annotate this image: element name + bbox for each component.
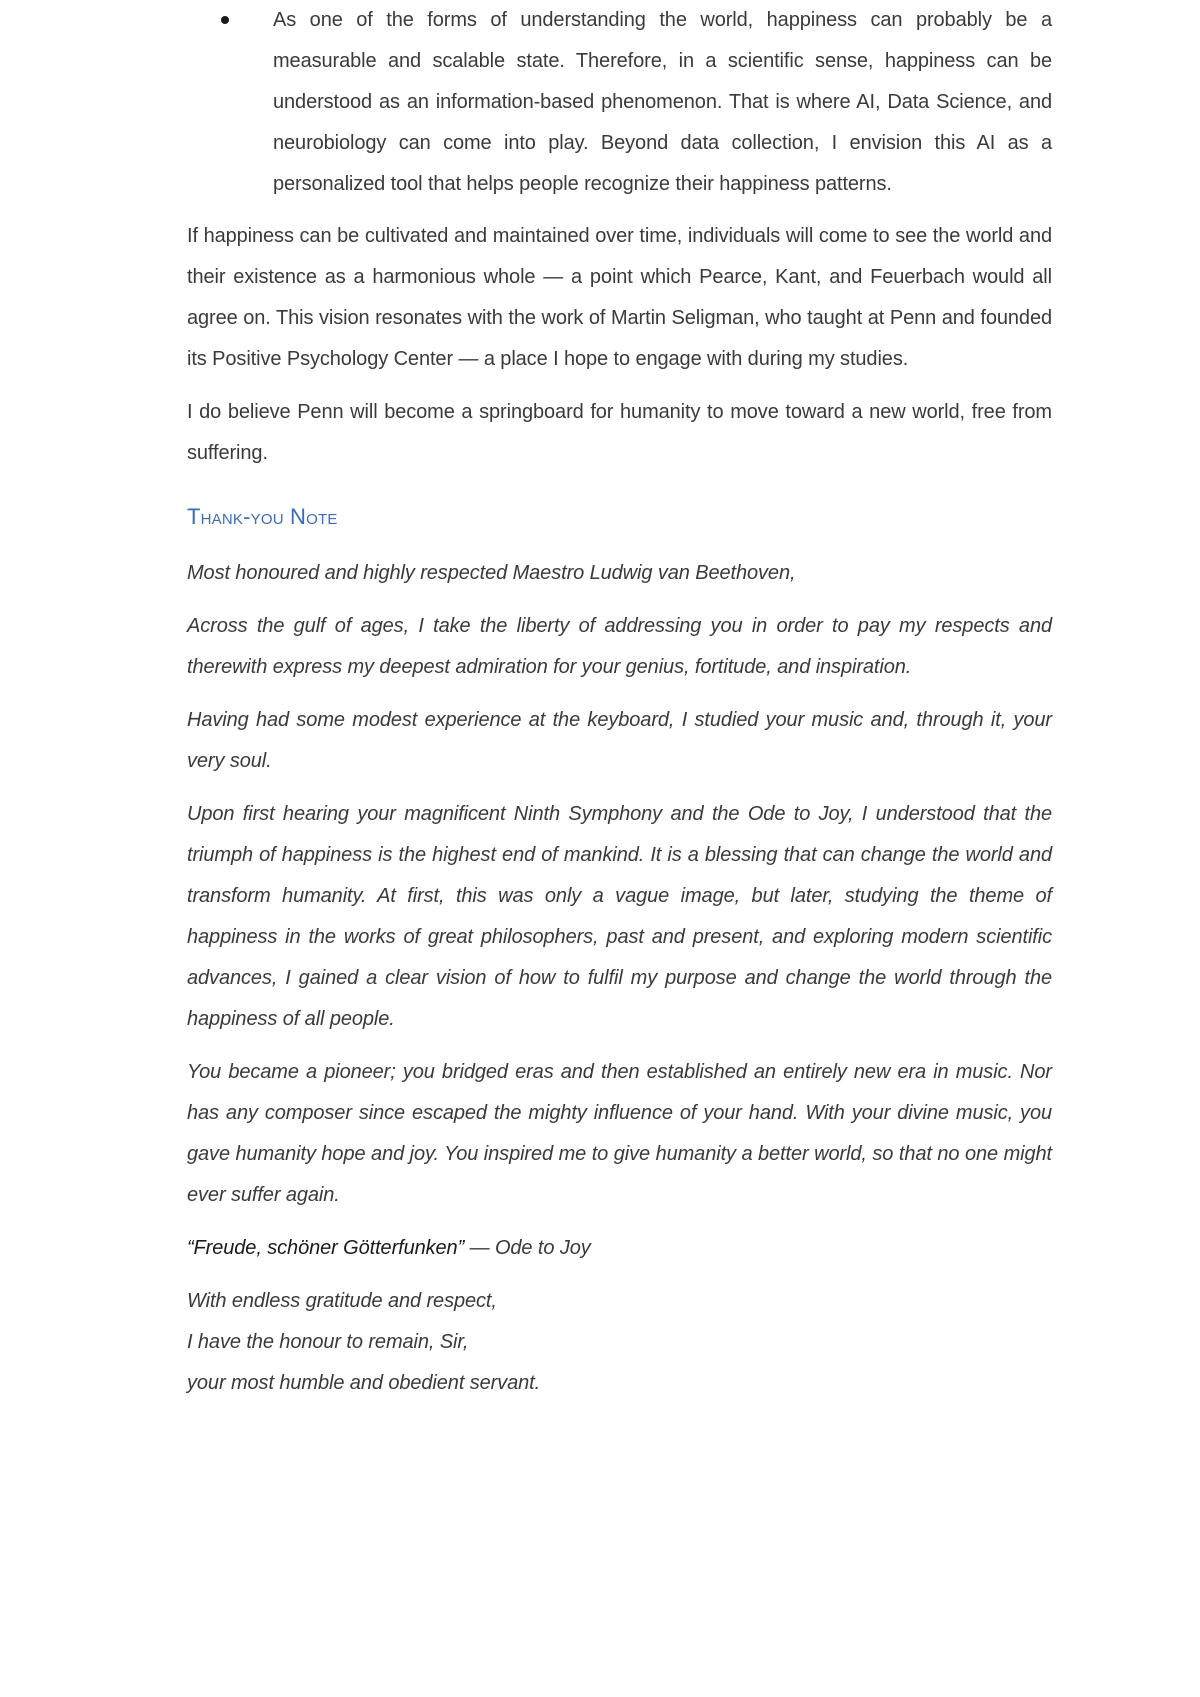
body-paragraph: I do believe Penn will become a springboard for humanity to move toward a new world, free from suffering. (187, 401, 1052, 464)
letter-paragraph: Across the gulf of ages, I take the liberty of addressing you in order to pay my respects and therewith express my deepest admiration for your genius, fortitude, and inspiration. (187, 615, 1052, 678)
closing-line: I have the honour to remain, Sir, (187, 1331, 469, 1353)
letter (187, 553, 1052, 1404)
letter-paragraph: Upon first hearing your magnificent Ninth Symphony and the Ode to Joy, I understood that the triumph of happiness is the highest end of mankind. It is a blessing that can change the world and transform humanity. At first, this was only a vague image, but later, studying the theme of happiness in the works of great philosophers, past and present, and exploring modern scientific advances, I gained a clear vision of how to fulfil my purpose and change the world through the happiness of all people. (187, 803, 1052, 1030)
list-item (273, 0, 1052, 205)
section-heading: Thank-you Note (187, 504, 338, 529)
body-paragraph: If happiness can be cultivated and maintained over time, individuals will come to see the world and their existence as a harmonious whole — a point which Pearce, Kant, and Feuerbach would all agree on. This vision resonates with the work of Martin Seligman, who taught at Penn and founded its Positive Psychology Center — a place I hope to engage with during my studies. (187, 225, 1052, 370)
letter-paragraph: You became a pioneer; you bridged eras and then established an entirely new era in music. Nor has any composer since escaped the mighty influence of your hand. With your divine music, you gave humanity hope and joy. You inspired me to give humanity a better world, so that no one might ever suffer again. (187, 1061, 1052, 1206)
quote-german: “Freude, schöner Götterfunken” (187, 1237, 465, 1259)
bullet-text: As one of the forms of understanding the world, happiness can probably be a measurable and scalable state. Therefore, in a scientific sense, happiness can be understood as an information-based phenomenon. That is where AI, Data Science, and neurobiology can come into play. Beyond data collection, I envision this AI as a personalized tool that helps people recognize their happiness patterns. (273, 9, 1052, 195)
letter-salutation: Most honoured and highly respected Maestro Ludwig van Beethoven, (187, 562, 796, 584)
closing-line: With endless gratitude and respect, (187, 1290, 497, 1312)
document-page (187, 0, 1052, 1404)
bullet-icon (221, 16, 229, 24)
quote-line (187, 1228, 1052, 1269)
closing-line: your most humble and obedient servant. (187, 1372, 541, 1394)
quote-attribution: — Ode to Joy (464, 1237, 591, 1259)
bullet-list (187, 0, 1052, 205)
letter-paragraph: Having had some modest experience at the keyboard, I studied your music and, through it, your very soul. (187, 709, 1052, 772)
letter-closing (187, 1281, 1052, 1404)
